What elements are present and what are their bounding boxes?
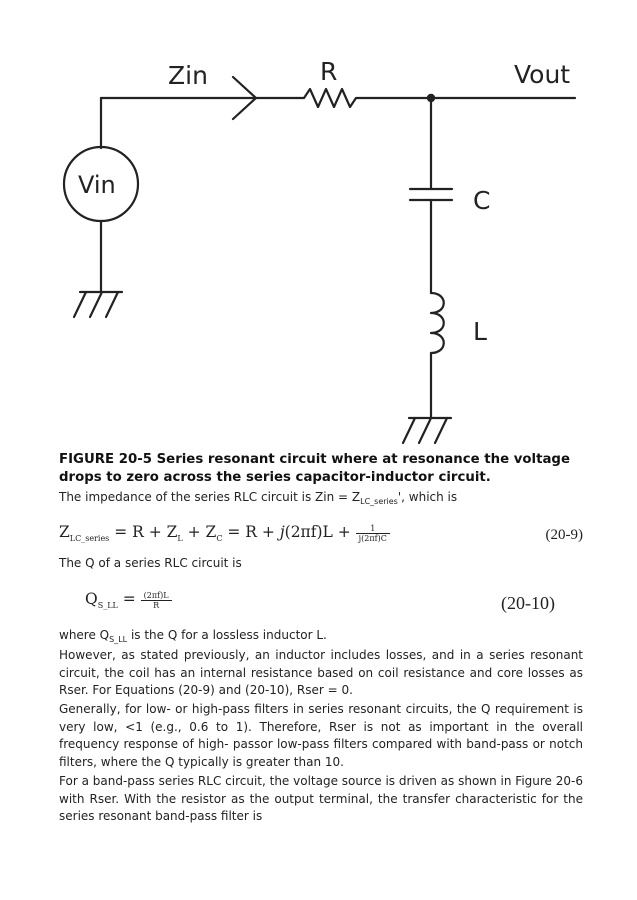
equation-20-9-number: (20-9) xyxy=(545,527,583,543)
impedance-text-sub: LC_series xyxy=(360,497,398,506)
equation-20-10 xyxy=(59,590,583,630)
capacitor-label: C xyxy=(473,186,491,215)
impedance-text-suffix: ', which is xyxy=(397,490,458,504)
resistor-label: R xyxy=(320,57,338,86)
source-ground-symbol xyxy=(74,292,122,317)
paragraph-band-pass: For a band-pass series RLC circuit, the voltage source is driven as shown in Figure 20-6 with Rser. With the resistor as the output terminal, the transfer characteristic for the series resonant band-pass filter is xyxy=(59,774,583,824)
resistor-symbol xyxy=(297,89,363,107)
paragraph-impedance xyxy=(59,489,583,511)
vin-label: Vin xyxy=(78,171,116,199)
equation-20-9-fraction: $\frac{1}{j(2\pi f)C}$ xyxy=(356,524,390,543)
figure-caption: FIGURE 20-5 Series resonant circuit where at resonance the voltage drops to zero across the series capacitor-inductor circuit. xyxy=(59,452,570,485)
equation-20-10-number: (20-10) xyxy=(501,593,555,613)
equation-20-10-fraction: $\frac{(2\pi f)L}{R}$ xyxy=(141,591,172,610)
paragraph-q-definition: where $Q_{S\_LL}$ is the Q for a lossless inductor L. xyxy=(59,628,327,644)
shunt-ground-symbol xyxy=(403,418,451,443)
inductor-symbol xyxy=(431,293,444,353)
impedance-text-prefix: The impedance of the series RLC circuit is Zin = Z xyxy=(59,490,361,504)
paragraph-low-q: Generally, for low- or high-pass filters in series resonant circuits, the Q requirement is very low, <1 (e.g., 0.6 to 1). Therefore, Rser is not as important in the overall frequency response of high- passor low-pass filters compared with band-pass or notch filters, where the Q typically is greater than 10. xyxy=(59,702,583,769)
paragraph-losses: However, as stated previously, an inductor includes losses, and in a series resonant circuit, the coil has an internal resistance based on coil resistance and core losses as Rser. For Equations (20-9) and (20-10), Rser = 0. xyxy=(59,648,583,698)
equation-20-10-expression: $Q_{S\_LL}$ = $\frac{(2\pi f)L}{R}$ xyxy=(85,590,172,610)
paragraph-q-intro: The Q of a series RLC circuit is xyxy=(59,556,242,570)
vout-label: Vout xyxy=(514,60,571,89)
inductor-label: L xyxy=(473,317,487,346)
zin-label: Zin xyxy=(168,61,208,90)
capacitor-symbol xyxy=(410,189,452,200)
equation-20-9-expression: $Z_{LC\_series} = R + Z_L + Z_C = R + j(2\pi f)L$ + $\frac{1}{j(2\pi f)C}$ xyxy=(59,523,390,543)
